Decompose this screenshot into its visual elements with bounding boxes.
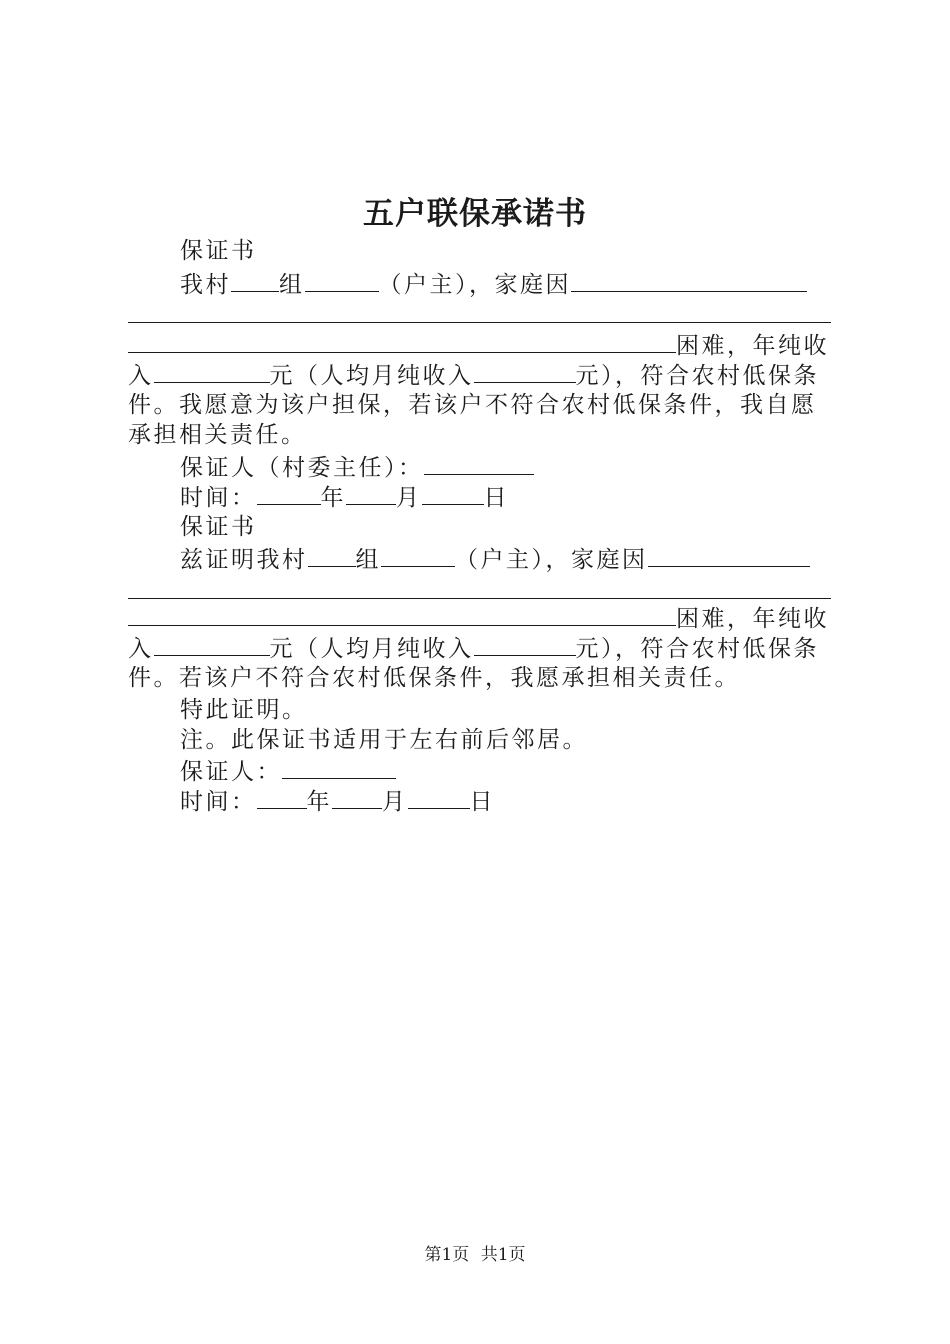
section2-date <box>180 786 495 817</box>
section2-certify: 特此证明。 <box>180 697 308 723</box>
section1-heading: 保证书 <box>180 238 257 264</box>
section1-line1 <box>180 269 807 300</box>
page-total: 共1页 <box>480 1245 526 1265</box>
section2-line2 <box>128 603 829 634</box>
group-blank <box>308 544 356 567</box>
section1-line3-text-a: 入 <box>128 363 154 389</box>
reason-blank-continued <box>128 330 676 353</box>
month-label: 月 <box>396 485 422 511</box>
section1-line1-text-b: 组 <box>279 272 305 298</box>
section1-line5: 承担相关责任。 <box>128 422 307 448</box>
section1-line1-text-a: 我村 <box>180 272 231 298</box>
section1-line3-text-c: 元），符合农村低保条 <box>575 363 819 389</box>
section1-line4: 件。我愿意为该户担保，若该户不符合农村低保条件，我自愿 <box>128 392 817 418</box>
section2-line3-text-a: 入 <box>128 636 154 662</box>
section1-guarantor <box>180 452 534 483</box>
householder-blank <box>305 269 379 292</box>
group-blank <box>231 269 279 292</box>
section2-guarantor <box>180 756 396 787</box>
document-title: 五户联保承诺书 <box>363 196 587 232</box>
guarantor-blank <box>424 452 534 475</box>
section2-line1-text-c: （户主），家庭因 <box>455 547 648 573</box>
guarantor-label: 保证人： <box>180 759 282 785</box>
section2-line4: 件。若该户不符合农村低保条件，我愿承担相关责任。 <box>128 665 740 691</box>
annual-income-blank <box>154 633 270 656</box>
section1-date <box>180 482 509 513</box>
annual-income-blank <box>154 360 270 383</box>
reason-blank-rule <box>128 322 831 323</box>
section2-line1-text-a: 兹证明我村 <box>180 547 308 573</box>
section2-line3 <box>128 633 819 664</box>
section1-line3-text-b: 元（人均月纯收入 <box>269 363 474 389</box>
page-footer <box>0 1244 950 1266</box>
section2-line1-text-b: 组 <box>355 547 381 573</box>
year-blank <box>257 786 307 809</box>
date-label: 时间： <box>180 485 257 511</box>
year-label: 年 <box>306 789 332 815</box>
section2-line1 <box>180 544 810 575</box>
date-label: 时间： <box>180 789 257 815</box>
month-blank <box>346 482 396 505</box>
section2-note: 注。此保证书适用于左右前后邻居。 <box>180 727 588 753</box>
section2-line3-text-b: 元（人均月纯收入 <box>269 636 474 662</box>
day-blank <box>408 786 470 809</box>
reason-blank <box>648 544 810 567</box>
monthly-income-blank <box>474 633 576 656</box>
reason-blank-rule <box>128 598 831 599</box>
day-blank <box>422 482 484 505</box>
reason-blank-continued <box>128 603 676 626</box>
page-number: 第1页 <box>424 1245 470 1265</box>
guarantor-blank <box>282 756 396 779</box>
section1-line1-text-c: （户主），家庭因 <box>378 272 571 298</box>
year-blank <box>257 482 321 505</box>
section2-line2-text: 困难，年纯收 <box>676 606 829 632</box>
section2-heading: 保证书 <box>180 514 257 540</box>
reason-blank <box>571 269 807 292</box>
section1-line2 <box>128 330 829 361</box>
guarantor-label: 保证人（村委主任）： <box>180 455 424 481</box>
section2-line3-text-c: 元），符合农村低保条 <box>575 636 819 662</box>
day-label: 日 <box>469 789 495 815</box>
year-label: 年 <box>320 485 346 511</box>
section1-line2-text: 困难，年纯收 <box>676 333 829 359</box>
householder-blank <box>381 544 455 567</box>
monthly-income-blank <box>474 360 576 383</box>
section1-line3 <box>128 360 819 391</box>
month-label: 月 <box>382 789 408 815</box>
day-label: 日 <box>483 485 509 511</box>
month-blank <box>332 786 382 809</box>
